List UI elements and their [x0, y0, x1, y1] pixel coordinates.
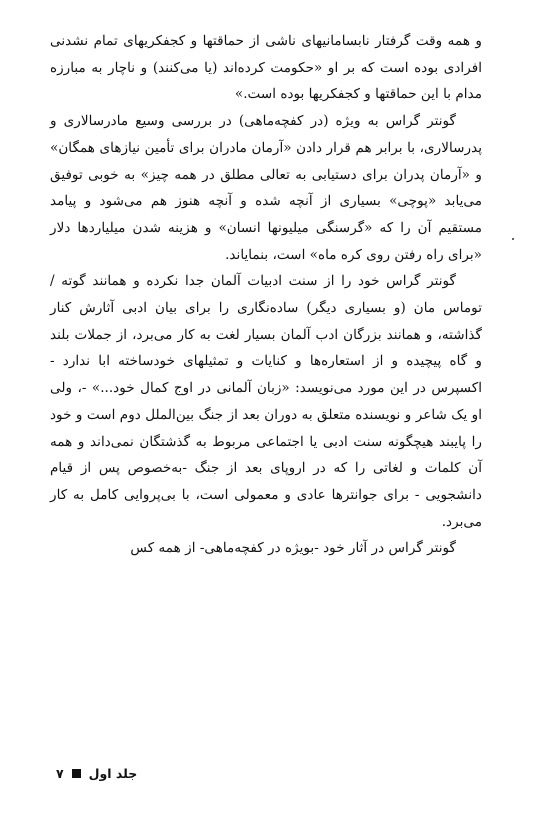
page-number: ۷	[56, 766, 64, 781]
page-footer	[56, 766, 137, 781]
volume-label: جلد اول	[88, 766, 138, 781]
paragraph-matriarchy: گونتر گراس به ویژه (در کفچه‌ماهی) در بررسی وسیع مادرسالاری و پدرسالاری، با برابر هم قرار دادن «آرمان مادران برای تأمین نیازهای همگان» و «آرمان پدران برای دستیابی به تعالی مطلق در همه چیز» به خوبی توفیق می‌یابد «پوچی» بسیاری از آنچه شده و آنچه هنوز هم می‌شود و پیامد مستقیم آن را که «گرسنگی میلیونها انسان» و هزینه شدن میلیاردها دلار «برای راه رفتن روی کره ماه» است، بنمایاند.	[50, 113, 482, 263]
square-bullet-icon	[72, 769, 81, 778]
paragraph-continuation: و همه وقت گرفتار نابسامانیهای ناشی از حماقتها و کجفکریهای تمام نشدنی افرادی بوده است که بر او «حکومت کرده‌اند (یا می‌کنند) و ناچار به مبارزه مدام با این حماقتها و کجفکریها بوده است.»	[50, 33, 482, 103]
paragraph-literary-tradition: گونتر گراس خود را از سنت ادبیات آلمان جدا نکرده و همانند گوته / توماس مان (و بسیاری دیگر) ساده‌نگاری را برای بیان ادبی آثارش کنار گذاشته، و همانند بزرگان ادب آلمان بسیار لغت به کار می‌برد، از جملات بلند و گاه پیچیده و از استعاره‌ها و کنایات و تمثیلهای خودساخته ابا ندارد - اکسپرس در این مورد می‌نویسد: «زبان آلمانی در اوج کمال خود...» -، ولی او یک شاعر و نویسنده متعلق به دوران بعد از جنگ بین‌الملل دوم است و خود را پایبند هیچگونه سنت ادبی یا اجتماعی مربوط به گذشتگان نمی‌داند و همه آن کلمات و لغاتی را که در اروپای بعد از جنگ -به‌خصوص پس از قیام دانشجویی - برای جوانترها عادی و معمولی است، با بی‌پروایی کامل به کار می‌برد.	[50, 273, 482, 530]
print-speck	[512, 238, 514, 240]
body-text	[50, 28, 482, 562]
paragraph-works: گونتر گراس در آثار خود -بویژه در کفچه‌ماهی- از همه کس	[130, 540, 456, 557]
